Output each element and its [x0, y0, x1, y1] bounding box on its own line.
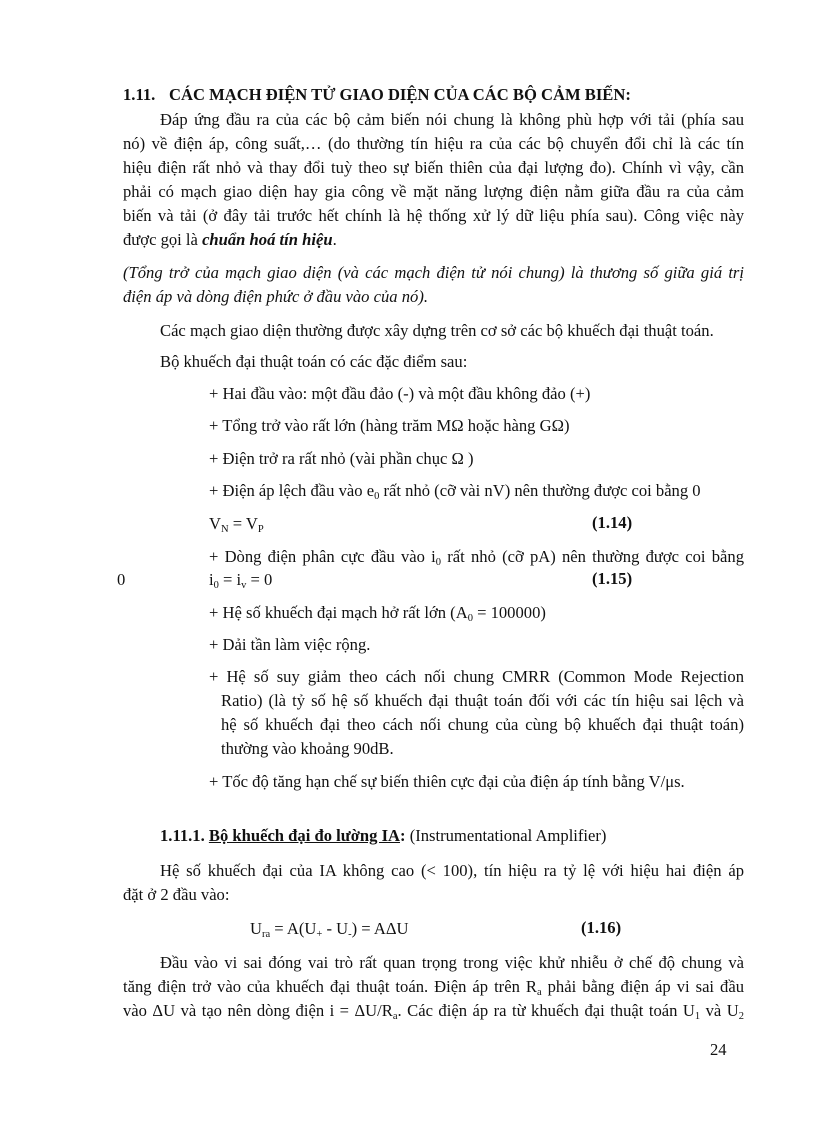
- note-line-1: (Tổng trở của mạch giao diện (và các mạch điện tử nói chung) là thương số giữa giá trị: [123, 263, 744, 282]
- note-line-2: điện áp và dòng điện phức ở đầu vào của nó).: [123, 287, 429, 306]
- list-item: + Hệ số suy giảm theo cách nối chung CMRR (Common Mode Rejection: [209, 667, 744, 686]
- ia-p2-line-1: Đầu vào vi sai đóng vai trò rất quan trọng trong việc khử nhiễu ở chế độ chung và: [160, 953, 744, 972]
- page-number: 24: [710, 1040, 727, 1059]
- subsection-heading: 1.11.1. Bộ khuếch đại đo lường IA: (Instrumentational Amplifier): [160, 826, 607, 845]
- list-item-continuation: thường vào khoảng 90dB.: [221, 739, 394, 758]
- equation-number: (1.15): [592, 569, 633, 588]
- list-item: + Hệ số khuếch đại mạch hở rất lớn $(A_0 = 100000)$: [209, 603, 546, 624]
- equation-1-16: $U_{ra} = A(U_+ - U_-) = A\Delta U$: [250, 919, 409, 940]
- section-title: CÁC MẠCH ĐIỆN TỬ GIAO DIỆN CỦA CÁC BỘ CẢM BIẾN:: [169, 85, 631, 104]
- equation-number: (1.14): [592, 513, 633, 532]
- intro-line-4: phải có mạch giao diện hay gia công về mặt năng lượng điện nằm giữa đầu ra của cảm: [123, 182, 744, 201]
- equation-1-15: $i_0 = i_v = 0$: [209, 570, 273, 591]
- paragraph-interface: Các mạch giao diện thường được xây dựng trên cơ sở các bộ khuếch đại thuật toán.: [160, 321, 714, 340]
- list-item-continuation: hệ số khuếch đại theo cách nối chung của cùng bộ khuếch đại thuật toán): [221, 715, 744, 734]
- list-item: + Tổng trở vào rất lớn (hàng trăm MΩ hoặc hàng GΩ): [209, 416, 570, 435]
- ia-p2-line-3: vào ΔU và tạo nên dòng điện $i = \Delta U/R_a$. Các điện áp ra từ khuếch đại thuật toán $U_1$ và $U_2$: [123, 1001, 744, 1022]
- ia-p2-line-2: tăng điện trở vào của khuếch đại thuật toán. Điện áp trên $R_a$ phải bằng điện áp vi sai đầu: [123, 977, 745, 998]
- ia-line-1: Hệ số khuếch đại của IA không cao (< 100), tín hiệu ra tỷ lệ với hiệu hai điện áp: [160, 861, 744, 880]
- subsection-number: 1.11.1.: [160, 826, 205, 845]
- emphasis-term: chuẩn hoá tín hiệu: [202, 230, 333, 249]
- ia-line-2: đặt ở 2 đầu vào:: [123, 885, 230, 904]
- intro-line-1: Đáp ứng đầu ra của các bộ cảm biến nói chung là không phù hợp với tải (phía sau: [160, 110, 744, 129]
- list-item: + Dòng điện phân cực đầu vào $i_0$ rất nhỏ (cỡ pA) nên thường được coi bằng: [209, 547, 744, 568]
- section-number: 1.11.: [123, 85, 156, 104]
- intro-line-6: được gọi là chuẩn hoá tín hiệu.: [123, 230, 337, 249]
- list-item-continuation: Ratio) (là tỷ số hệ số khuếch đại thuật toán đối với các tín hiệu sai lệch và: [221, 691, 744, 710]
- list-item: + Điện áp lệch đầu vào $e_0$ rất nhỏ (cỡ vài nV) nên thường được coi bằng 0: [209, 481, 701, 502]
- subsection-title: Bộ khuếch đại đo lường IA: [208, 826, 401, 845]
- list-item: + Tốc độ tăng hạn chế sự biến thiên cực đại của điện áp tính bằng V/μs.: [209, 772, 685, 791]
- intro-line-3: hiệu điện rất nhỏ và thay đổi tuỳ theo sự biến thiên của đại lượng đo). Chính vì vậy, cần: [123, 158, 744, 177]
- stray-zero: 0: [117, 570, 126, 589]
- list-item: + Điện trở ra rất nhỏ (vài phần chục Ω ): [209, 449, 474, 468]
- intro-line-5: biến và tải (ở đây tải trước hết chính là hệ thống xử lý dữ liệu phía sau). Công việc này: [123, 206, 744, 225]
- paragraph-opamp: Bộ khuếch đại thuật toán có các đặc điểm sau:: [160, 352, 468, 371]
- equation-number: (1.16): [581, 918, 622, 937]
- intro-line-2: nó) về điện áp, công suất,… (do thường tín hiệu ra của các bộ chuyển đổi chỉ là các tín: [123, 134, 744, 153]
- list-item: + Hai đầu vào: một đầu đảo (-) và một đầu không đảo (+): [209, 384, 591, 403]
- list-item: + Dải tần làm việc rộng.: [209, 635, 371, 654]
- equation-1-14: $V_N = V_P$: [209, 514, 264, 535]
- section-heading: [123, 85, 631, 105]
